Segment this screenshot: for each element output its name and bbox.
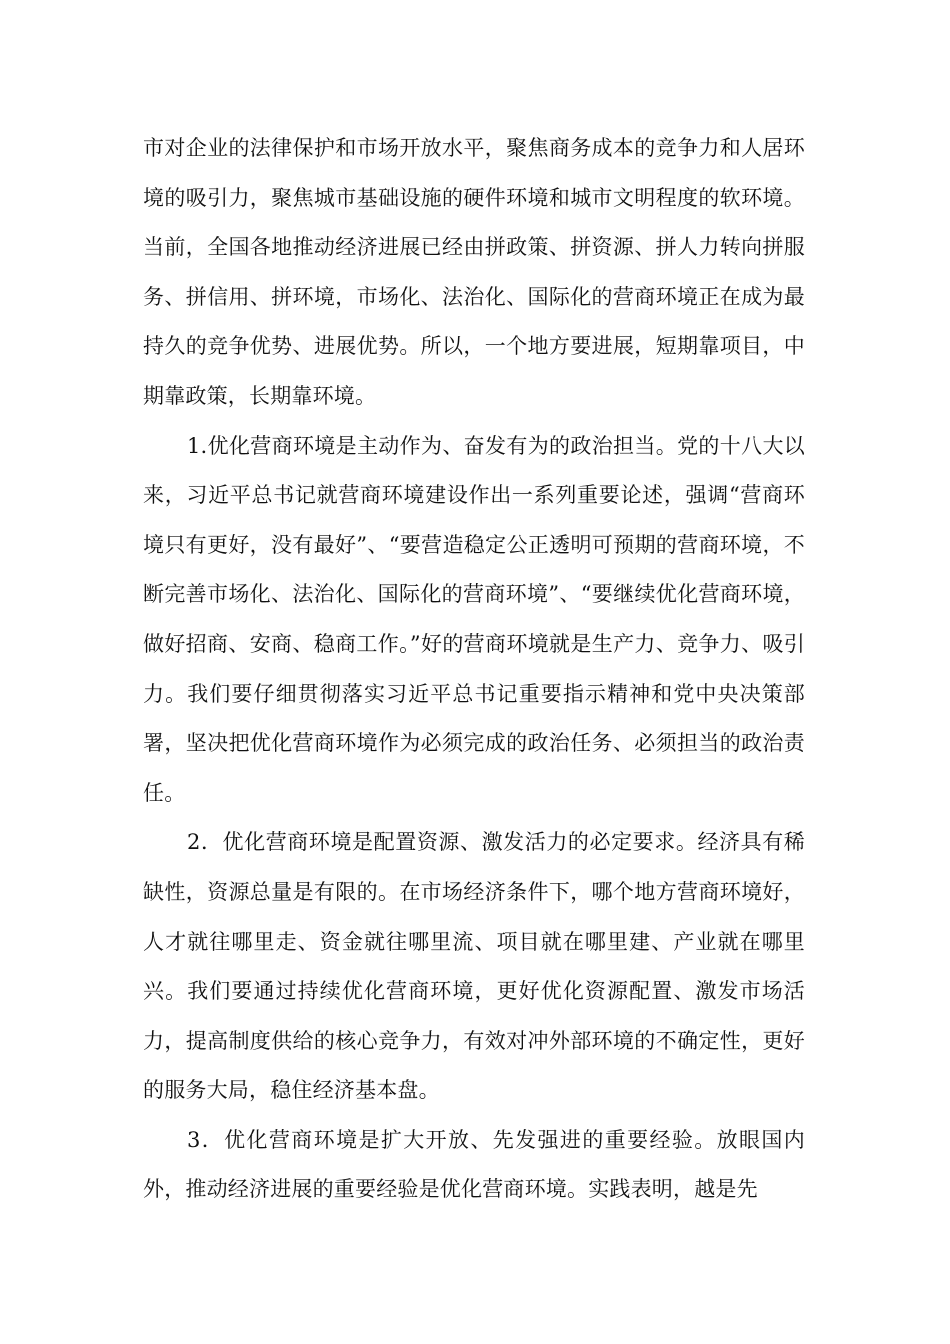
- paragraph-point-2: 2．优化营商环境是配置资源、激发活力的必定要求。经济具有稀缺性，资源总量是有限的。在市场经济条件下，哪个地方营商环境好，人才就往哪里走、资金就往哪里流、项目就在哪里建、产业就在哪里兴。我们要通过持续优化营商环境，更好优化资源配置、激发市场活力，提高制度供给的核心竞争力，有效对冲外部环境的不确定性，更好的服务大局，稳住经济基本盘。: [143, 830, 805, 1103]
- document-body: [143, 124, 805, 1215]
- paragraph-point-3: 3．优化营商环境是扩大开放、先发强进的重要经验。放眼国内外，推动经济进展的重要经验是优化营商环境。实践表明，越是先: [143, 1127, 805, 1202]
- paragraph-point-1: 1.优化营商环境是主动作为、奋发有为的政治担当。党的十八大以来，习近平总书记就营商环境建设作出一系列重要论述，强调“营商环境只有更好，没有最好”、“要营造稳定公正透明可预期的营商环境，不断完善市场化、法治化、国际化的营商环境”、“要继续优化营商环境，做好招商、安商、稳商工作。”好的营商环境就是生产力、竞争力、吸引力。我们要仔细贯彻落实习近平总书记重要指示精神和党中央决策部署，坚决把优化营商环境作为必须完成的政治任务、必须担当的政治责任。: [143, 433, 805, 805]
- paragraph-continuation: 市对企业的法律保护和市场开放水平，聚焦商务成本的竞争力和人居环境的吸引力，聚焦城市基础设施的硬件环境和城市文明程度的软环境。当前，全国各地推动经济进展已经由拼政策、拼资源、拼人力转向拼服务、拼信用、拼环境，市场化、法治化、国际化的营商环境正在成为最持久的竞争优势、进展优势。所以，一个地方要进展，短期靠项目，中期靠政策，长期靠环境。: [143, 136, 805, 408]
